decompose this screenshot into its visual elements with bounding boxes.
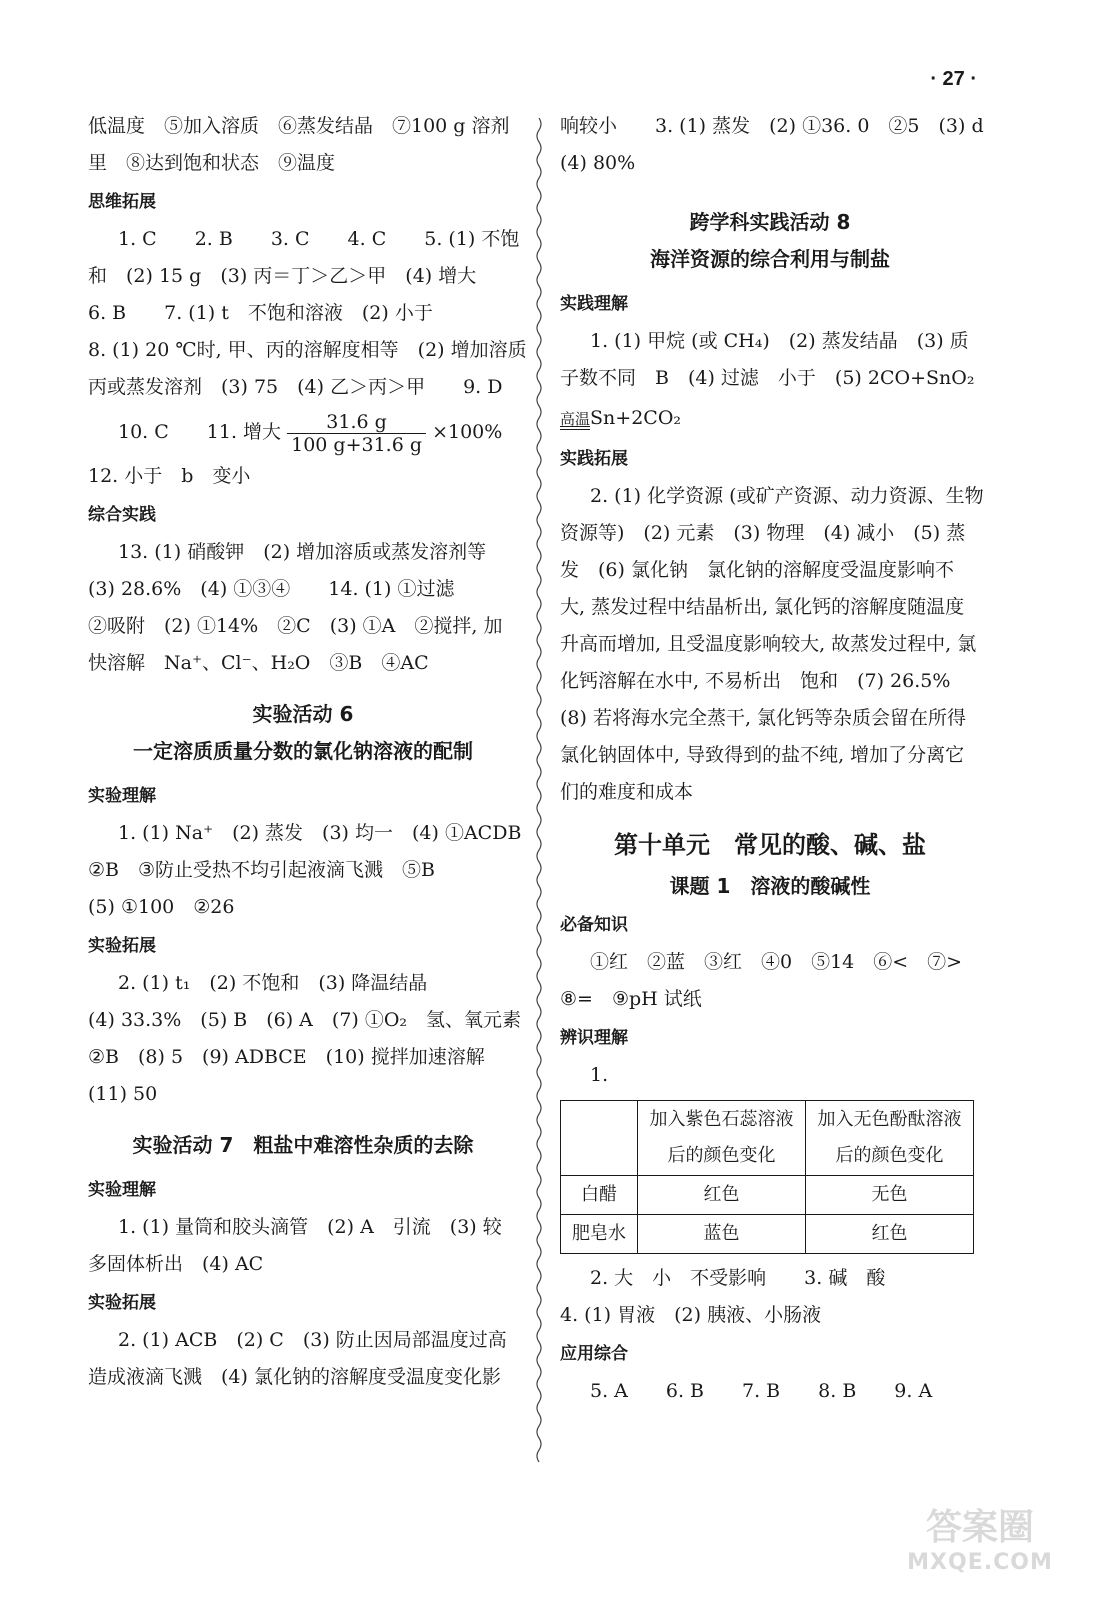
answer-line: ⑧= ⑨pH 试纸 <box>560 988 702 1010</box>
answer-line: ②吸附 (2) ①14% ②C (3) ①A ②搅拌, 加 <box>88 615 503 637</box>
table-cell: 红色 <box>806 1215 974 1254</box>
answer-line: 丙或蒸发溶剂 (3) 75 (4) 乙＞丙＞甲 9. D <box>88 376 503 398</box>
answer-line: 2. (1) ACB (2) C (3) 防止因局部温度过高 <box>118 1329 507 1351</box>
table-header-cell <box>638 1101 806 1176</box>
unit-title: 第十单元 常见的酸、碱、盐 <box>614 831 926 859</box>
table-row <box>561 1215 974 1254</box>
section-heading-siwei: 思维拓展 <box>88 192 156 212</box>
column-divider <box>533 118 545 1468</box>
answer-line: 发 (6) 氯化钠 氯化钠的溶解度受温度影响不 <box>560 559 954 581</box>
answer-line: 2. (1) 化学资源 (或矿产资源、动力资源、生物 <box>590 485 984 507</box>
answer-line: (8) 若将海水完全蒸干, 氯化钙等杂质会留在所得 <box>560 707 967 729</box>
answer-line: 造成液滴飞溅 (4) 氯化钠的溶解度受温度变化影 <box>88 1366 501 1388</box>
reaction-condition <box>560 412 590 430</box>
answer-line: 12. 小于 b 变小 <box>88 465 251 487</box>
fraction-numerator: 31.6 g <box>287 411 426 434</box>
reaction-products: Sn+2CO₂ <box>590 407 682 429</box>
section-heading-bianshi: 辨识理解 <box>560 1028 628 1048</box>
answer-line: 快溶解 Na⁺、Cl⁻、H₂O ③B ④AC <box>88 652 429 674</box>
table-cell: 肥皂水 <box>561 1215 638 1254</box>
table-cell: 白醋 <box>561 1176 638 1215</box>
answer-line: 8. (1) 20 ℃时, 甲、丙的溶解度相等 (2) 增加溶质 <box>88 339 527 361</box>
answer-line: 5. A 6. B 7. B 8. B 9. A <box>590 1380 933 1402</box>
answer-line: 低温度 ⑤加入溶质 ⑥蒸发结晶 ⑦100 g 溶剂 <box>88 115 510 137</box>
answer-line: 多固体析出 (4) AC <box>88 1253 264 1275</box>
answer-line: 1. (1) 甲烷 (或 CH₄) (2) 蒸发结晶 (3) 质 <box>590 330 969 352</box>
answer-line: ②B ③防止受热不均引起液滴飞溅 ⑤B <box>88 859 435 881</box>
header-line: 加入紫色石蕊溶液 <box>649 1109 794 1130</box>
answer-line: 响较小 3. (1) 蒸发 (2) ①36. 0 ②5 (3) d <box>560 115 984 137</box>
answer-line: ②B (8) 5 (9) ADBCE (10) 搅拌加速溶解 <box>88 1046 485 1068</box>
indicator-color-table <box>560 1100 974 1254</box>
answer-line: 升高而增加, 且受温度影响较大, 故蒸发过程中, 氯 <box>560 633 977 655</box>
watermark-url: MXQE.COM <box>907 1550 1053 1575</box>
table-corner-cell <box>561 1101 638 1176</box>
answer-line: (3) 28.6% (4) ①③④ 14. (1) ①过滤 <box>88 578 455 600</box>
header-line: 后的颜色变化 <box>667 1145 776 1166</box>
answer-line: 2. (1) t₁ (2) 不饱和 (3) 降温结晶 <box>118 972 428 994</box>
answer-line: 大, 蒸发过程中结晶析出, 氯化钙的溶解度随温度 <box>560 596 965 618</box>
fraction-suffix: ×100% <box>432 421 503 443</box>
answer-line: ①红 ②蓝 ③红 ④0 ⑤14 ⑥< ⑦> <box>590 951 963 973</box>
answer-line-equation <box>560 397 980 439</box>
answer-line: 和 (2) 15 g (3) 丙＝丁＞乙＞甲 (4) 增大 <box>88 265 477 287</box>
section-heading-lijie: 实践理解 <box>560 294 628 314</box>
section-heading-bibei: 必备知识 <box>560 915 628 935</box>
table-cell: 红色 <box>638 1176 806 1215</box>
table-header-cell <box>806 1101 974 1176</box>
answer-line: 1. (1) 量筒和胶头滴管 (2) A 引流 (3) 较 <box>118 1216 502 1238</box>
section-heading-lijie: 实验理解 <box>88 786 156 806</box>
table-cell: 无色 <box>806 1176 974 1215</box>
watermark-logo <box>885 1506 1075 1586</box>
fraction-denominator: 100 g+31.6 g <box>291 433 423 456</box>
answer-line: 2. 大 小 不受影响 3. 碱 酸 <box>590 1267 886 1289</box>
lesson-title: 课题 1 溶液的酸碱性 <box>669 874 871 898</box>
table-header-row <box>561 1101 974 1176</box>
section-heading-zonghe: 综合实践 <box>88 505 156 525</box>
activity7-title: 实验活动 7 粗盐中难溶性杂质的去除 <box>132 1133 474 1157</box>
answer-line: 氯化钠固体中, 导致得到的盐不纯, 增加了分离它 <box>560 744 965 766</box>
left-column <box>88 108 527 1396</box>
activity8-title: 跨学科实践活动 8 <box>689 210 851 234</box>
answer-line: 1. (1) Na⁺ (2) 蒸发 (3) 均一 (4) ①ACDB <box>118 822 522 844</box>
right-column <box>560 108 984 1410</box>
answer-line: 13. (1) 硝酸钾 (2) 增加溶质或蒸发溶剂等 <box>118 541 487 563</box>
answer-line: 4. (1) 胃液 (2) 胰液、小肠液 <box>560 1304 822 1326</box>
section-heading-tuozhan: 实践拓展 <box>560 449 628 469</box>
activity6-subtitle: 一定溶质质量分数的氯化钠溶液的配制 <box>133 739 473 763</box>
section-heading-yingyong: 应用综合 <box>560 1344 628 1364</box>
answer-line: 1. C 2. B 3. C 4. C 5. (1) 不饱 <box>118 228 520 250</box>
activity6-title: 实验活动 6 <box>252 702 354 726</box>
table-cell: 蓝色 <box>638 1215 806 1254</box>
section-heading-lijie: 实验理解 <box>88 1180 156 1200</box>
activity8-subtitle: 海洋资源的综合利用与制盐 <box>650 247 890 271</box>
answer-line: 6. B 7. (1) t 不饱和溶液 (2) 小于 <box>88 302 433 324</box>
answer-line-fraction <box>88 406 518 458</box>
answer-line: 们的难度和成本 <box>560 781 694 803</box>
section-heading-tuozhan: 实验拓展 <box>88 936 156 956</box>
reaction-condition-text: 高温 <box>560 410 591 428</box>
fraction-prefix: 10. C 11. 增大 <box>118 421 282 443</box>
answer-line: (5) ①100 ②26 <box>88 896 235 918</box>
header-line: 加入无色酚酞溶液 <box>817 1109 962 1130</box>
answer-line: 1. <box>590 1064 609 1086</box>
header-line: 后的颜色变化 <box>835 1145 944 1166</box>
answer-line: (4) 33.3% (5) B (6) A (7) ①O₂ 氢、氧元素 <box>88 1009 522 1031</box>
answer-line: (4) 80% <box>560 152 636 174</box>
answer-line: (11) 50 <box>88 1083 158 1105</box>
page-number: · 27 · <box>930 68 977 90</box>
answer-line: 里 ⑧达到饱和状态 ⑨温度 <box>88 152 336 174</box>
answer-line: 资源等) (2) 元素 (3) 物理 (4) 减小 (5) 蒸 <box>560 522 966 544</box>
section-heading-tuozhan: 实验拓展 <box>88 1293 156 1313</box>
watermark-text: 答案圈 <box>925 1507 1034 1548</box>
answer-line: 子数不同 B (4) 过滤 小于 (5) 2CO+SnO₂ <box>560 367 975 389</box>
fraction <box>287 411 426 456</box>
answer-line: 化钙溶解在水中, 不易析出 饱和 (7) 26.5% <box>560 670 951 692</box>
table-row <box>561 1176 974 1215</box>
